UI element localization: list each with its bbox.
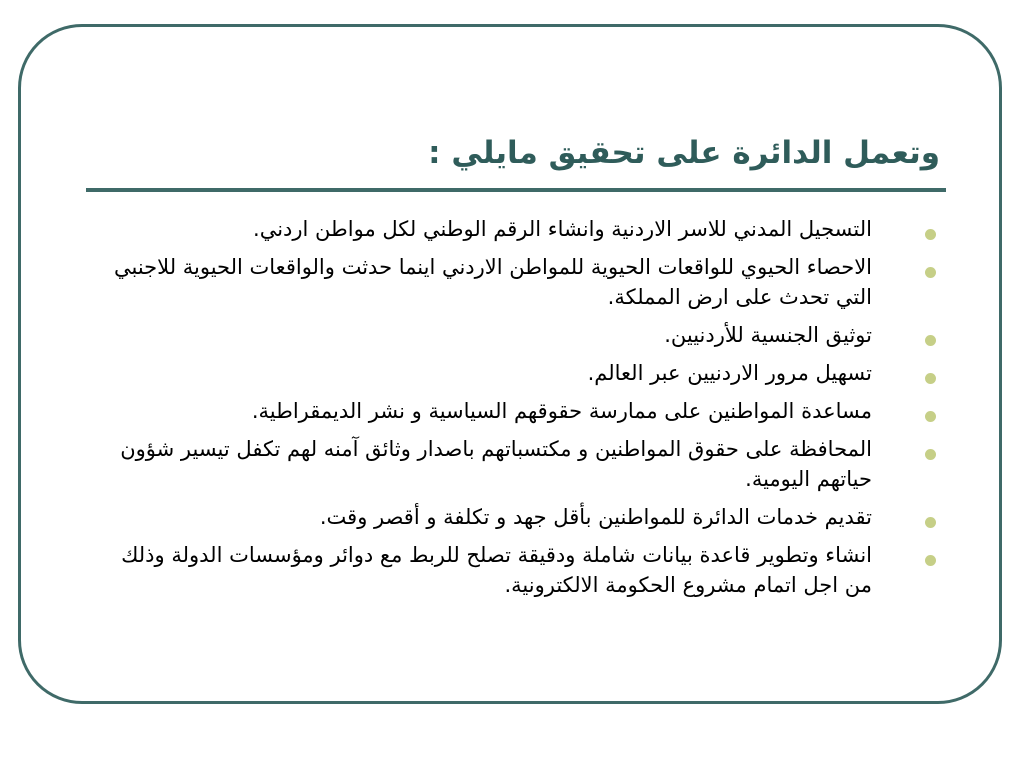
bullet-dot-icon [925,373,936,384]
bullet-item [88,252,948,312]
bullet-dot-icon [925,335,936,346]
bullet-text: انشاء وتطوير قاعدة بيانات شاملة ودقيقة تصلح للربط مع دوائر ومؤسسات الدولة وذلك من اجل اتمام مشروع الحكومة الالكترونية. [121,543,872,597]
bullet-item [88,358,948,388]
bullet-text: مساعدة المواطنين على ممارسة حقوقهم السياسية و نشر الديمقراطية. [251,399,872,423]
bullet-item [88,434,948,494]
bullet-dot-icon [925,517,936,528]
bullet-text: الاحصاء الحيوي للواقعات الحيوية للمواطن الاردني اينما حدثت والواقعات الحيوية للاجنبي التي تحدث على ارض المملكة. [114,255,872,309]
slide-title: وتعمل الدائرة على تحقيق مايلي : [428,135,940,171]
bullet-text: تسهيل مرور الاردنيين عبر العالم. [587,361,872,385]
bullet-dot-icon [925,449,936,460]
bullet-dot-icon [925,229,936,240]
bullet-item [88,396,948,426]
bullet-text: تقديم خدمات الدائرة للمواطنين بأقل جهد و تكلفة و أقصر وقت. [319,505,872,529]
bullet-dot-icon [925,411,936,422]
bullet-dot-icon [925,555,936,566]
bullet-item [88,540,948,600]
bullet-text: التسجيل المدني للاسر الاردنية وانشاء الرقم الوطني لكل مواطن اردني. [253,217,872,241]
bullet-item [88,320,948,350]
title-divider [86,188,946,192]
bullet-item [88,502,948,532]
bullet-list [88,214,948,608]
bullet-dot-icon [925,267,936,278]
bullet-text: المحافظة على حقوق المواطنين و مكتسباتهم باصدار وثائق آمنه لهم تكفل تيسير شؤون حياتهم اليومية. [120,437,872,491]
bullet-item [88,214,948,244]
bullet-text: توثيق الجنسية للأردنيين. [664,323,872,347]
